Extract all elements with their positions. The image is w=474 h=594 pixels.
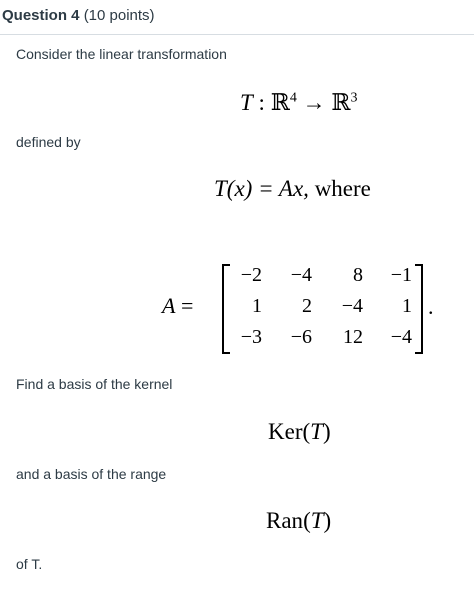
defined-by-text: defined by <box>16 134 81 150</box>
matrix-cell: 1 <box>402 295 412 317</box>
range-function: Ran <box>266 508 304 533</box>
kernel-prompt-text: Find a basis of the kernel <box>16 376 173 392</box>
matrix-cell: 2 <box>302 295 312 317</box>
question-header <box>0 0 474 35</box>
domain-base: ℝ <box>270 90 290 115</box>
intro-text: Consider the linear transformation <box>16 46 227 62</box>
matrix-cell: −4 <box>390 326 412 348</box>
range-formula: Ran(T) <box>266 508 332 533</box>
mapping-formula <box>240 90 357 116</box>
matrix-cell: 8 <box>353 264 363 286</box>
matrix-name: A <box>162 293 176 318</box>
matrix-cell: −4 <box>341 295 363 317</box>
matrix-equation <box>162 260 452 356</box>
mapping-colon: : <box>258 90 265 115</box>
kernel-function: Ker <box>268 419 303 444</box>
matrix-cell: −3 <box>240 326 262 348</box>
matrix-lhs <box>162 293 193 319</box>
mapping-arrow: → <box>302 90 326 115</box>
codomain-base: ℝ <box>331 90 351 115</box>
matrix-cell: −1 <box>390 264 412 286</box>
codomain-exponent: 3 <box>350 90 358 106</box>
question-points: (10 points) <box>83 7 155 24</box>
kernel-argument: T <box>310 419 323 444</box>
domain-exponent: 4 <box>289 90 297 106</box>
matrix-cell: −4 <box>290 264 312 286</box>
range-prompt-text: and a basis of the range <box>16 466 167 482</box>
range-argument: T <box>310 508 324 533</box>
question-title <box>2 7 155 24</box>
matrix-cell: 1 <box>252 295 262 317</box>
definition-lhs: T(x) = Ax, <box>214 176 309 201</box>
matrix-cell: 12 <box>343 326 363 348</box>
matrix-cell: −2 <box>240 264 262 286</box>
matrix-equals: = <box>180 293 194 318</box>
mapping-symbol: T <box>240 90 253 115</box>
matrix-period: . <box>428 294 434 319</box>
kernel-formula: Ker(T) <box>268 419 331 444</box>
definition-where: where <box>314 176 371 201</box>
matrix-cell: −6 <box>290 326 312 348</box>
definition-formula <box>214 176 371 202</box>
question-label: Question 4 <box>2 7 80 24</box>
matrix-right-bracket <box>415 264 423 354</box>
closing-text: of T. <box>16 556 43 572</box>
